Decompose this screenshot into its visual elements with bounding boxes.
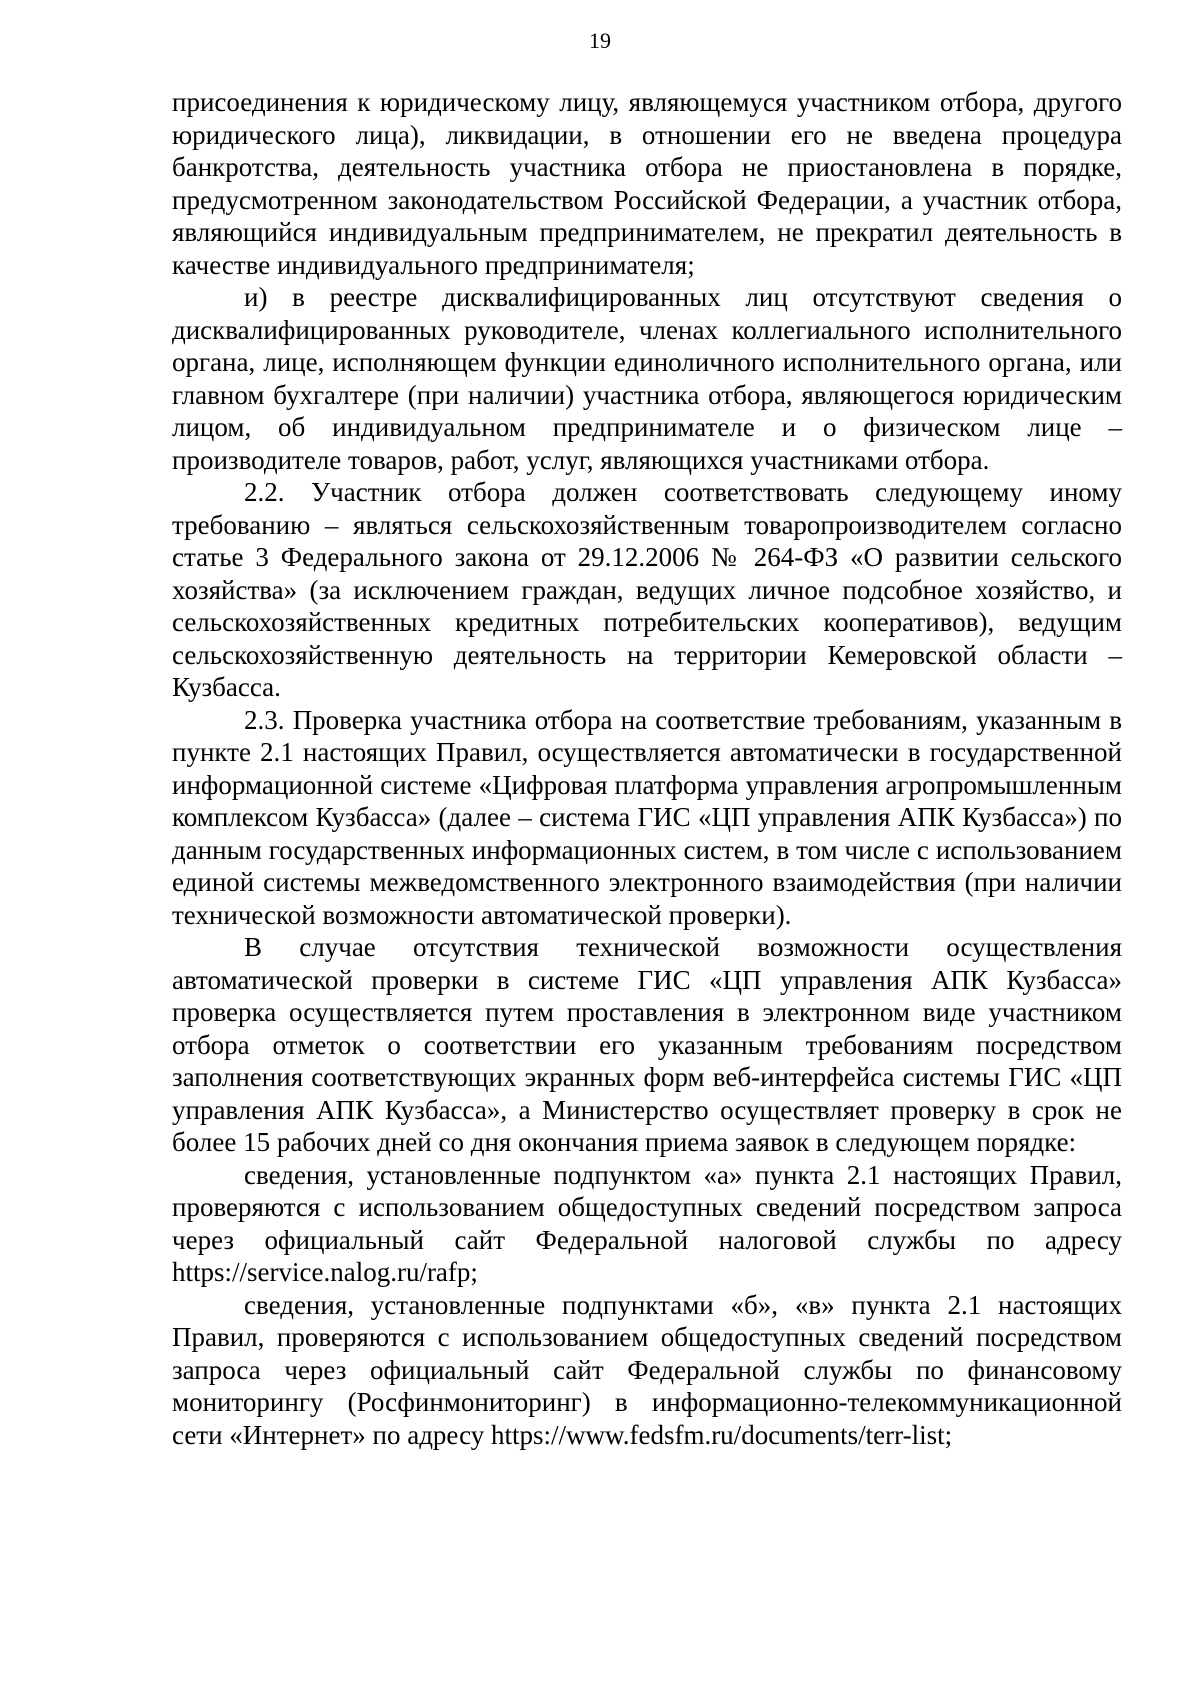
paragraph: сведения, установленные подпунктами «б», «в» пункта 2.1 настоящих Правил, проверяются с использованием общедоступных сведений посредством запроса через официальный сайт Федеральной службы по финансовому мониторингу (Росфинмониторинг) в информационно-телекоммуникационной сети «Интернет» по адресу https://www.fedsfm.ru/documents/terr-list;: [172, 1289, 1122, 1450]
paragraph: и) в реестре дисквалифицированных лиц отсутствуют сведения о дисквалифицированных руководителе, членах коллегиального исполнительного органа, лице, исполняющем функции единоличного исполнительного органа, или главном бухгалтере (при наличии) участника отбора, являющегося юридическим лицом, об индивидуальном предпринимателе и о физическом лице – производителе товаров, работ, услуг, являющихся участниками отбора.: [172, 282, 1122, 475]
paragraph: присоединения к юридическому лицу, являющемуся участником отбора, другого юридического лица), ликвидации, в отношении его не введена процедура банкротства, деятельность участника отбора не приостановлена в порядке, предусмотренном законодательством Российской Федерации, а участник отбора, являющийся индивидуальным предпринимателем, не прекратил деятельность в качестве индивидуального предпринимателя;: [172, 87, 1122, 280]
page-number: 19: [589, 28, 611, 53]
paragraph: 2.3. Проверка участника отбора на соответствие требованиям, указанным в пункте 2.1 настоящих Правил, осуществляется автоматически в государственной информационной системе «Цифровая платформа управления агропромышленным комплексом Кузбасса» (далее – система ГИС «ЦП управления АПК Кузбасса») по данным государственных информационных систем, в том числе с использованием единой системы межведомственного электронного взаимодействия (при наличии технической возможности автоматической проверки).: [172, 704, 1122, 930]
document-body: [172, 86, 1122, 1451]
paragraph: сведения, установленные подпунктом «а» пункта 2.1 настоящих Правил, проверяются с использованием общедоступных сведений посредством запроса через официальный сайт Федеральной налоговой службы по адресу https://service.nalog.ru/rafp;: [172, 1159, 1122, 1287]
paragraph: 2.2. Участник отбора должен соответствовать следующему иному требованию – являться сельскохозяйственным товаропроизводителем согласно статье 3 Федерального закона от 29.12.2006 № 264-ФЗ «О развитии сельского хозяйства» (за исключением граждан, ведущих личное подсобное хозяйство, и сельскохозяйственных кредитных потребительских кооперативов), ведущим сельскохозяйственную деятельность на территории Кемеровской области – Кузбасса.: [172, 477, 1122, 702]
paragraph: В случае отсутствия технической возможности осуществления автоматической проверки в системе ГИС «ЦП управления АПК Кузбасса» проверка осуществляется путем проставления в электронном виде участником отбора отметок о соответствии его указанным требованиям посредством заполнения соответствующих экранных форм веб-интерфейса системы ГИС «ЦП управления АПК Кузбасса», а Министерство осуществляет проверку в срок не более 15 рабочих дней со дня окончания приема заявок в следующем порядке:: [172, 932, 1122, 1157]
